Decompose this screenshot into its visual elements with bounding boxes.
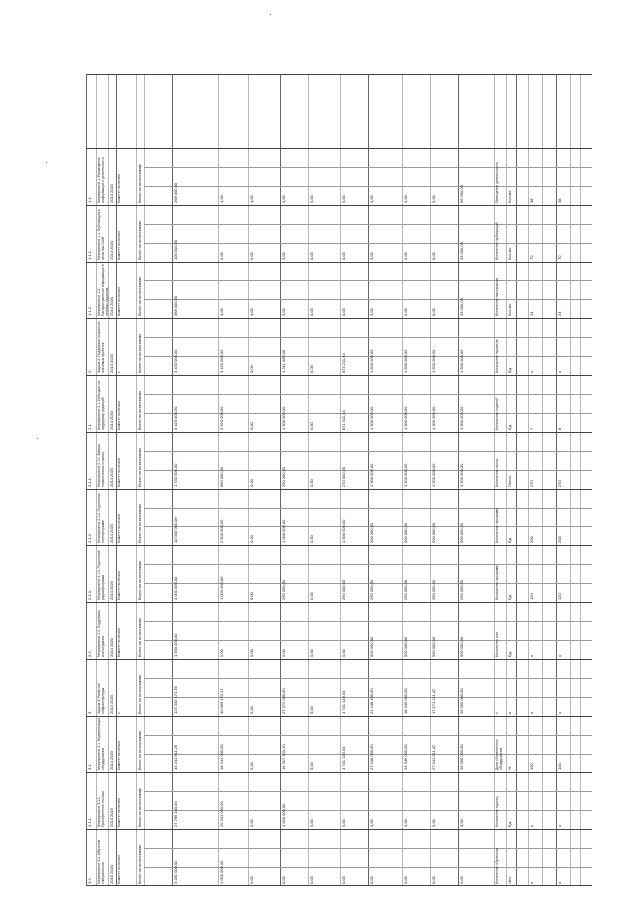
subrow-rule [144, 280, 592, 281]
cell-result: Количество публикаций [495, 222, 499, 260]
cell-v7: 1 500 000,00 [369, 463, 374, 487]
cell-unit: Кол-во [507, 190, 512, 203]
cell-v6: 250 000,00 [341, 579, 346, 600]
cell-unit: х [507, 712, 512, 714]
cell-years: 2014 2020 [109, 581, 114, 600]
subrow-rule [144, 810, 592, 811]
cell-v2: 3 420 000,00 [219, 349, 224, 373]
subrow-rule [144, 640, 592, 641]
cell-src: Всего по источникам [137, 391, 142, 430]
cell-v4: 0,00 [281, 308, 286, 316]
cell-exec: х [117, 712, 121, 714]
cell-v9: 250 000,00 [431, 579, 436, 600]
subrow-rule [144, 337, 592, 338]
cell-desc: Задача 3. Развитие инфраструктуры [97, 683, 105, 714]
cell-v4: 250 000,00 [281, 579, 286, 600]
cell-v10: 0,00 [459, 876, 464, 884]
cell-v3: 0,00 [249, 876, 254, 884]
scan-speck [46, 162, 47, 163]
cell-src: Всего по источникам [137, 845, 142, 884]
cell-v1: 3 281 000,00 [173, 860, 178, 884]
cell-q2: 70 [557, 255, 562, 260]
table-top-rule [86, 74, 592, 75]
cell-v4: 1 311 000,00 [281, 349, 286, 373]
subrow-rule [144, 867, 592, 868]
cell-num: 2.2. [87, 650, 92, 657]
cell-result: Количество программ [495, 565, 499, 600]
cell-desc: Мероприятие 3.1. Модернизация оборудования [97, 717, 105, 770]
subrow-rule [144, 583, 592, 584]
cell-years: 2014 2020 [109, 468, 114, 487]
cell-q1: 200 [529, 536, 534, 543]
cell-v10: 26 090 000,00 [459, 688, 464, 714]
cell-v9: 0,00 [431, 252, 436, 260]
cell-v5: 0,00 [309, 479, 314, 487]
cell-exec: Комитет по печати [117, 173, 121, 203]
subrow-rule [144, 299, 592, 300]
cell-v4: 0,00 [281, 252, 286, 260]
cell-v2: 40 066 122,17 [219, 688, 224, 714]
cell-v2: 4,00 [219, 195, 224, 203]
cell-v8: 500 000,00 [403, 636, 408, 657]
cell-q1: x [529, 371, 534, 373]
cell-unit: Ед. [507, 650, 512, 657]
cell-v5: 0,00 [309, 252, 314, 260]
cell-desc: Мероприятие 1.1. Публикация в печатных СМИ [97, 209, 105, 260]
row-rule [86, 829, 592, 830]
cell-years: 2014 2020 [109, 297, 114, 316]
cell-q1: 270 [529, 480, 534, 487]
cell-q2: x [557, 882, 562, 884]
cell-num: 1.1.1. [87, 249, 92, 260]
cell-v5: 0,00 [309, 762, 314, 770]
cell-v2: 960 000,00 [219, 466, 224, 487]
cell-exec: х [117, 371, 121, 373]
cell-src: Всего по источникам [137, 334, 142, 373]
cell-v1: 4 000 000,00 [173, 576, 178, 600]
cell-years: 2014 2020 [109, 638, 114, 657]
cell-v8: 0,00 [403, 819, 408, 827]
cell-result: Количество полос [495, 458, 499, 487]
table-bottom-rule [86, 885, 592, 886]
cell-v6: 0,00 [341, 252, 346, 260]
cell-v4: 0,00 [281, 649, 286, 657]
subrow-rule [144, 470, 592, 471]
subrow-rule [144, 243, 592, 244]
row-rule [86, 602, 592, 603]
cell-v1: 10 000 000,00 [173, 517, 178, 543]
cell-v3: 0,00 [249, 592, 254, 600]
cell-v2: 1 000 000,00 [219, 860, 224, 884]
cell-v8: 18 346 000,00 [403, 688, 408, 714]
subrow-rule [144, 697, 592, 698]
cell-src: Всего по источникам [137, 164, 142, 203]
cell-desc: Мероприятие 3.1.1. Приобретение техники [97, 791, 105, 827]
cell-v4: 4 000 000,00 [281, 803, 286, 827]
cell-q1: 38 [529, 198, 534, 203]
cell-v10: 0,00 [459, 819, 464, 827]
cell-v4: 27 372 000,00 [281, 688, 286, 714]
cell-q2: x [557, 655, 562, 657]
cell-v7: 0,00 [369, 876, 374, 884]
cell-v7: 21 348 400,00 [369, 688, 374, 714]
cell-v8: 0,00 [403, 308, 408, 316]
cell-q2: 24 [557, 311, 562, 316]
subrow-rule [144, 791, 592, 792]
cell-q2: x [557, 712, 562, 714]
cell-v9: 500 000,00 [431, 522, 436, 543]
row-rule [86, 772, 592, 773]
cell-q2: 100 [557, 763, 562, 770]
cell-v7: 1 300 000,00 [369, 406, 374, 430]
cell-v3: 0,00 [249, 819, 254, 827]
subrow-rule [144, 413, 592, 414]
cell-v6: 4 741 143,54 [341, 690, 346, 714]
subrow-rule [144, 678, 592, 679]
cell-v3: 4,00 [249, 308, 254, 316]
cell-v5: 0,00 [309, 365, 314, 373]
cell-num: 2. [87, 369, 92, 373]
row-rule [86, 432, 592, 433]
row-rule [86, 262, 592, 263]
cell-q2: 38 [557, 198, 562, 203]
cell-v1: 123 345 171,39 [173, 686, 178, 714]
cell-num: 2.1.2. [87, 532, 92, 543]
cell-v9: 0,00 [431, 308, 436, 316]
cell-result: Количество изданий [495, 397, 499, 430]
cell-v3: 0,00 [249, 252, 254, 260]
cell-unit: Ед. [507, 366, 512, 373]
cell-desc: Мероприятие 1. Размещение информации о деятельности [97, 156, 105, 203]
subrow-rule [144, 394, 592, 395]
cell-result: х [495, 712, 499, 714]
cell-v2: 1 000 000,00 [219, 576, 224, 600]
cell-q2: x [557, 825, 562, 827]
cell-v7: 500 000,00 [369, 522, 374, 543]
cell-v6: 871 011,44 [341, 410, 346, 430]
cell-v4: 1 300 000,00 [281, 406, 286, 430]
cell-exec: Комитет по печати [117, 797, 121, 827]
cell-v5: 0,00 [309, 819, 314, 827]
column-rule [516, 74, 517, 886]
cell-src: Всего по источникам [137, 618, 142, 657]
cell-years: 2014 2020 [109, 524, 114, 543]
cell-exec: Комитет по печати [117, 570, 121, 600]
cell-v10: 33 000,00 [459, 298, 464, 316]
cell-years: 2014 2020 [109, 751, 114, 770]
cell-q1: 100 [529, 763, 534, 770]
cell-years: 2014 2020 [109, 411, 114, 430]
cell-num: 1.1. [87, 196, 92, 203]
cell-v4: 1 000 000,00 [281, 519, 286, 543]
scan-speck [270, 14, 271, 15]
cell-v9: 27 041 211,47 [431, 744, 436, 770]
cell-unit: Кол-во [507, 247, 512, 260]
cell-src: Всего по источникам [137, 277, 142, 316]
cell-num: 2.1.3. [87, 589, 92, 600]
cell-num: 2.1.1. [87, 476, 92, 487]
cell-v8: 0,00 [403, 195, 408, 203]
cell-result: Количество книг [495, 631, 499, 657]
cell-unit: Кол-во [507, 303, 512, 316]
cell-v3: 0,00 [249, 706, 254, 714]
subrow-rule [144, 224, 592, 225]
subrow-rule [144, 754, 592, 755]
cell-src: Всего по источникам [137, 448, 142, 487]
cell-years: 2014 2020 [109, 354, 114, 373]
subrow-rule [144, 356, 592, 357]
cell-v9: 0,00 [431, 876, 436, 884]
cell-exec: Комитет по печати [117, 854, 121, 884]
cell-result: Количество программ [495, 508, 499, 543]
cell-v2: 4,00 [219, 308, 224, 316]
cell-q1: 24 [529, 311, 534, 316]
cell-result: Количество материалов [495, 277, 499, 316]
column-rule [542, 74, 543, 886]
cell-v3: 0,00 [249, 365, 254, 373]
subrow-rule [144, 848, 592, 849]
cell-v6: 0,00 [341, 649, 346, 657]
cell-v7: 500 000,00 [369, 636, 374, 657]
subrow-rule [144, 508, 592, 509]
cell-v2: 0,00 [219, 649, 224, 657]
table-sheet [86, 74, 592, 886]
cell-src: Всего по источникам [137, 788, 142, 827]
cell-v3: 4,00 [249, 195, 254, 203]
cell-exec: Комитет по печати [117, 400, 121, 430]
cell-v5: 0,00 [309, 706, 314, 714]
cell-v2: 0,00 [219, 252, 224, 260]
cell-desc: Мероприятие 2.1.2. Подготовка телепрограмм [97, 493, 105, 543]
cell-v5: 0,00 [309, 649, 314, 657]
cell-q1: x [529, 825, 534, 827]
column-rule [580, 74, 581, 886]
cell-v8: 1 500 000,00 [403, 349, 408, 373]
cell-v6: 0,00 [341, 876, 346, 884]
cell-exec: Комитет по печати [117, 286, 121, 316]
scan-speck [37, 438, 38, 439]
cell-v9: 0,00 [431, 819, 436, 827]
cell-unit: Ед. [507, 593, 512, 600]
cell-v10: 500 000,00 [459, 522, 464, 543]
cell-v6: 4 741 143,54 [341, 746, 346, 770]
cell-desc: Мероприятие 2.1.1. Выпуск тематических страниц [97, 443, 105, 487]
cell-v6: 270 000,00 [341, 466, 346, 487]
cell-result: Освещение деятельности [495, 162, 499, 203]
cell-v2: 2 500 000,00 [219, 519, 224, 543]
cell-desc: Мероприятие 2.1. Субсидии на поддержку редакций [97, 381, 105, 430]
cell-unit: Ед. [507, 423, 512, 430]
cell-v2: 18 241 000,00 [219, 744, 224, 770]
cell-q1: x [529, 655, 534, 657]
cell-num: 2.1. [87, 423, 92, 430]
cell-v3: 0,00 [249, 535, 254, 543]
subrow-rule [144, 186, 592, 187]
cell-src: Всего по источникам [137, 504, 142, 543]
header-rule [86, 148, 592, 149]
cell-exec: Комитет по печати [117, 457, 121, 487]
cell-v4: 250 000,00 [281, 466, 286, 487]
cell-v7: 0,00 [369, 195, 374, 203]
cell-years: 2015 2020 [109, 865, 114, 884]
cell-v9: 1 500 000,00 [431, 349, 436, 373]
cell-num: 3.2. [87, 877, 92, 884]
subrow-rule [144, 451, 592, 452]
cell-q1: 70 [529, 255, 534, 260]
cell-desc: Мероприятие 2.2. Поддержка книгоиздания [97, 610, 105, 657]
cell-v6: 0,00 [341, 308, 346, 316]
cell-v5: 0,00 [309, 876, 314, 884]
cell-v1: 43 241 511,29 [173, 744, 178, 770]
cell-v10: 26 090 000,00 [459, 744, 464, 770]
cell-desc: Задача 2. Поддержка социально значимых проектов [97, 321, 105, 373]
cell-v1: 27 766 100,00 [173, 801, 178, 827]
row-rule [86, 205, 592, 206]
cell-v8: 1 500 000,00 [403, 463, 408, 487]
cell-v1: 268 000,00 [173, 182, 178, 203]
cell-unit: Полос [507, 475, 512, 487]
cell-result: Доля обновлённого оборудования [495, 739, 503, 770]
cell-v6: 874 211,44 [341, 353, 346, 373]
cell-q2: 120 [557, 593, 562, 600]
column-rule [570, 74, 571, 886]
cell-v7: 0,00 [369, 819, 374, 827]
cell-v8: 0,00 [403, 876, 408, 884]
cell-v6: 0,00 [341, 195, 346, 203]
cell-v7: 250 000,00 [369, 579, 374, 600]
cell-v4: 16 317 220,10 [281, 744, 286, 770]
cell-desc: Мероприятие 1.2. Распространение информации в сетевых изданиях [97, 264, 109, 316]
cell-q2: 270 [557, 480, 562, 487]
cell-v9: 17 171 211,47 [431, 688, 436, 714]
cell-v8: 500 000,00 [403, 522, 408, 543]
cell-v6: 0,00 [341, 819, 346, 827]
cell-v9: 500 000,00 [431, 636, 436, 657]
row-rule [86, 318, 592, 319]
column-rule [144, 74, 145, 886]
cell-q2: x [557, 371, 562, 373]
cell-q1: x [529, 882, 534, 884]
subrow-rule [144, 621, 592, 622]
cell-v5: 0,00 [309, 592, 314, 600]
cell-unit: % [507, 766, 512, 770]
cell-v10: 33 000,00 [459, 242, 464, 260]
cell-v8: 1 300 000,00 [403, 406, 408, 430]
cell-v10: 250 000,00 [459, 579, 464, 600]
cell-v2: 20 341 000,00 [219, 801, 224, 827]
cell-result: Количество единиц [495, 796, 499, 827]
cell-v1: 368 000,00 [173, 295, 178, 316]
cell-v9: 1 500 000,00 [431, 463, 436, 487]
cell-src: Всего по источникам [137, 675, 142, 714]
cell-q2: 200 [557, 536, 562, 543]
cell-v5: 0,00 [309, 422, 314, 430]
subrow-rule [144, 564, 592, 565]
cell-num: 3. [87, 710, 92, 714]
row-rule [86, 545, 592, 546]
row-rule [86, 659, 592, 660]
cell-unit: Ед. [507, 820, 512, 827]
cell-src: Всего по источникам [137, 731, 142, 770]
cell-v7: 0,00 [369, 308, 374, 316]
cell-v1: 1 500 000,00 [173, 633, 178, 657]
cell-src: Всего по источникам [137, 221, 142, 260]
cell-v9: 0,00 [431, 195, 436, 203]
cell-v5: 0,00 [309, 195, 314, 203]
cell-v7: 0,00 [369, 252, 374, 260]
row-rule [86, 489, 592, 490]
cell-exec: Комитет по печати [117, 740, 121, 770]
cell-v3: 0,00 [249, 762, 254, 770]
cell-src: Всего по источникам [137, 561, 142, 600]
cell-v4: 0,00 [281, 876, 286, 884]
subrow-rule [144, 735, 592, 736]
cell-v8: 0,00 [403, 252, 408, 260]
cell-v7: 1 500 000,00 [369, 349, 374, 373]
cell-v6: 1 000 000,00 [341, 519, 346, 543]
cell-result: Количество обученных [495, 847, 499, 884]
cell-v8: 250 000,00 [403, 579, 408, 600]
cell-q1: 120 [529, 593, 534, 600]
cell-unit: Ед. [507, 536, 512, 543]
cell-v10: 1 500 000,00 [459, 349, 464, 373]
cell-v3: 0,00 [249, 649, 254, 657]
cell-v10: 66 000,00 [459, 185, 464, 203]
cell-q2: 8 [557, 427, 562, 430]
cell-v10: 1 500 000,00 [459, 463, 464, 487]
cell-result: Количество проектов [495, 339, 499, 373]
cell-v9: 1 300 000,00 [431, 406, 436, 430]
cell-v1: 1 740 000,00 [173, 463, 178, 487]
cell-v3: 0,00 [249, 422, 254, 430]
cell-years: 2014 2016 [109, 808, 114, 827]
cell-num: 3.1.1. [87, 816, 92, 827]
cell-num: 3.1. [87, 763, 92, 770]
cell-num: 1.1.2. [87, 305, 92, 316]
row-rule [86, 375, 592, 376]
cell-v10: 500 000,00 [459, 636, 464, 657]
cell-exec: Комитет по печати [117, 627, 121, 657]
cell-v4: 0,00 [281, 195, 286, 203]
cell-desc: Мероприятие 2.1.3. Подготовка радиопрограмм [97, 550, 105, 600]
cell-v1: 3 420 000,00 [173, 349, 178, 373]
cell-exec: Комитет по печати [117, 230, 121, 260]
cell-years: 2014 2020 [109, 695, 114, 714]
cell-v10: 1 300 000,00 [459, 406, 464, 430]
cell-years: 2014 2020 [109, 184, 114, 203]
cell-v1: 100 000,00 [173, 239, 178, 260]
row-rule [86, 716, 592, 717]
cell-q1: x [529, 712, 534, 714]
cell-v8: 24 346 000,00 [403, 744, 408, 770]
cell-v5: 0,00 [309, 308, 314, 316]
subrow-rule [144, 167, 592, 168]
cell-v7: 27 348 000,00 [369, 744, 374, 770]
subrow-rule [144, 526, 592, 527]
cell-unit: Чел. [507, 875, 512, 884]
cell-v3: 0,00 [249, 479, 254, 487]
cell-v5: 0,00 [309, 535, 314, 543]
cell-exec: Комитет по печати [117, 513, 121, 543]
cell-q1: 7 [529, 427, 534, 430]
cell-desc: Мероприятие 3.2. Обучение специалистов [97, 839, 105, 884]
cell-v2: 3 320 000,00 [219, 406, 224, 430]
cell-years: 2014 2020 [109, 241, 114, 260]
cell-v1: 3 420 000,00 [173, 406, 178, 430]
